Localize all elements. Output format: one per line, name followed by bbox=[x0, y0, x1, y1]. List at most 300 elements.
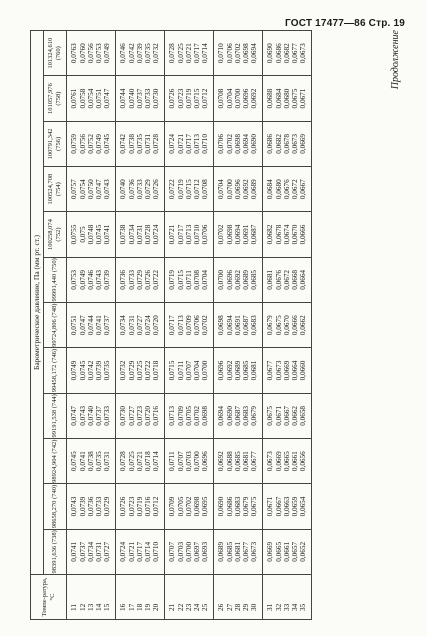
value-cell bbox=[165, 348, 214, 393]
coefficient-value: 0,0741 bbox=[70, 541, 79, 562]
value-cell bbox=[116, 257, 165, 302]
coefficient-value: 0,0667 bbox=[282, 405, 291, 426]
coefficient-value: 0,0713 bbox=[184, 224, 193, 245]
coefficient-value: 0,0714 bbox=[201, 43, 210, 64]
coefficient-value: 0,0698 bbox=[201, 405, 210, 426]
coefficient-value: 0,0731 bbox=[95, 541, 104, 562]
coefficient-value: 0,0698 bbox=[242, 43, 251, 64]
coefficient-value: 0,0730 bbox=[152, 88, 161, 109]
coefficient-value: 0,0681 bbox=[242, 451, 251, 472]
value-cell bbox=[116, 121, 165, 166]
coefficient-value: 0,0726 bbox=[168, 88, 177, 109]
coefficient-value: 0,0723 bbox=[135, 405, 144, 426]
coefficient-value: 0,0724 bbox=[168, 134, 177, 154]
value-cell bbox=[214, 31, 263, 76]
coefficient-value: 0,0666 bbox=[291, 315, 300, 336]
value-cell bbox=[116, 303, 165, 348]
coefficient-value: 0,0739 bbox=[78, 496, 87, 517]
coefficient-value: 0,0692 bbox=[225, 360, 234, 381]
temperature-value: 12 bbox=[78, 603, 87, 611]
value-cell bbox=[165, 31, 214, 76]
temperature-value: 20 bbox=[152, 603, 161, 611]
coefficient-value: 0,0735 bbox=[95, 451, 104, 472]
coefficient-value: 0,0680 bbox=[282, 88, 291, 109]
value-cell bbox=[67, 393, 116, 438]
coefficient-value: 0,0722 bbox=[152, 269, 161, 290]
value-cell bbox=[67, 484, 116, 529]
coefficient-value: 0,0691 bbox=[233, 315, 242, 336]
coefficient-value: 0,0681 bbox=[233, 541, 242, 562]
coefficient-value: 0,0659 bbox=[291, 496, 300, 517]
coefficient-value: 0,0723 bbox=[127, 496, 136, 517]
coefficient-value: 0,0692 bbox=[233, 269, 242, 290]
coefficient-value: 0,0672 bbox=[291, 179, 300, 200]
coefficient-value: 0,0718 bbox=[144, 451, 153, 472]
coefficient-value: 0,0696 bbox=[201, 451, 210, 472]
coefficient-value: 0,0728 bbox=[119, 451, 128, 472]
coefficient-value: 0,0723 bbox=[176, 88, 185, 109]
coefficient-value: 0,0665 bbox=[282, 451, 291, 472]
coefficient-value: 0,0674 bbox=[282, 224, 291, 245]
coefficient-value: 0,0690 bbox=[217, 496, 226, 517]
coefficient-value: 0,0710 bbox=[193, 224, 202, 245]
value-cell bbox=[116, 212, 165, 257]
column-header: 100791,342 (756) bbox=[44, 121, 67, 166]
coefficient-value: 0,0710 bbox=[217, 43, 226, 64]
coefficient-value: 0,0711 bbox=[184, 270, 193, 290]
coefficient-value: 0,0741 bbox=[95, 315, 104, 336]
coefficient-value: 0,0750 bbox=[86, 179, 95, 200]
coefficient-value: 0,0702 bbox=[217, 224, 226, 245]
coefficient-value: 0,0732 bbox=[119, 360, 128, 381]
coefficient-value: 0,0694 bbox=[250, 43, 259, 64]
value-cell bbox=[263, 76, 312, 121]
coefficient-value: 0,0694 bbox=[225, 315, 234, 336]
value-cell bbox=[214, 393, 263, 438]
coefficient-value: 0,0731 bbox=[144, 134, 153, 154]
coefficient-value: 0,0679 bbox=[250, 405, 259, 426]
coefficient-value: 0,0682 bbox=[282, 43, 291, 64]
coefficient-value: 0,0675 bbox=[274, 315, 283, 336]
coefficient-value: 0,0706 bbox=[201, 224, 210, 245]
coefficient-value: 0,0757 bbox=[70, 179, 79, 200]
coefficient-value: 0,0737 bbox=[95, 405, 104, 426]
coefficient-value: 0,0735 bbox=[144, 43, 153, 64]
coefficient-value: 0,0743 bbox=[95, 269, 104, 290]
coefficient-value: 0,0673 bbox=[274, 360, 283, 381]
coefficient-value: 0,0704 bbox=[193, 360, 202, 381]
coefficient-value: 0,0727 bbox=[103, 541, 112, 562]
coefficient-value: 0,0711 bbox=[168, 451, 177, 471]
coefficient-value: 0,0735 bbox=[103, 360, 112, 381]
value-cell bbox=[116, 31, 165, 76]
coefficient-value: 0,0724 bbox=[119, 541, 128, 562]
coefficient-value: 0,0656 bbox=[299, 451, 308, 472]
coefficient-value: 0,0719 bbox=[168, 269, 177, 290]
coefficient-value: 0,0717 bbox=[193, 43, 202, 64]
column-header: 100258,074 (752) bbox=[44, 212, 67, 257]
coefficient-value: 0,0692 bbox=[242, 179, 251, 200]
column-header: 99191,538 (744) bbox=[44, 393, 67, 438]
value-cell bbox=[263, 529, 312, 574]
coefficient-value: 0,0685 bbox=[225, 541, 234, 562]
coefficient-value: 0,0698 bbox=[233, 134, 242, 154]
value-cell bbox=[165, 76, 214, 121]
value-cell bbox=[67, 212, 116, 257]
coefficient-value: 0,0736 bbox=[119, 269, 128, 290]
value-cell bbox=[214, 529, 263, 574]
coefficient-value: 0,0693 bbox=[201, 541, 210, 562]
coefficient-value: 0,0747 bbox=[103, 88, 112, 109]
coefficient-value: 0,0729 bbox=[144, 179, 153, 200]
coefficient-value: 0,0751 bbox=[70, 315, 79, 336]
coefficient-value: 0,0680 bbox=[274, 179, 283, 200]
coefficient-value: 0,0681 bbox=[250, 360, 259, 381]
coefficient-value: 0,0712 bbox=[152, 496, 161, 517]
value-cell bbox=[263, 393, 312, 438]
coefficient-value: 0,0732 bbox=[152, 43, 161, 64]
coefficient-value: 0,0709 bbox=[168, 496, 177, 517]
coefficient-value: 0,0676 bbox=[274, 269, 283, 290]
coefficient-value: 0,0707 bbox=[184, 360, 193, 381]
value-cell bbox=[263, 121, 312, 166]
value-cell bbox=[67, 348, 116, 393]
coefficient-value: 0,0700 bbox=[201, 360, 210, 381]
temperature-cell bbox=[263, 575, 312, 620]
value-cell bbox=[165, 257, 214, 302]
temperature-value: 32 bbox=[274, 603, 283, 611]
coefficient-value: 0,0719 bbox=[184, 88, 193, 109]
coefficient-value: 0,0729 bbox=[127, 360, 136, 381]
coefficient-value: 0,0740 bbox=[127, 88, 136, 109]
coefficient-value: 0,0698 bbox=[217, 315, 226, 336]
coefficient-value: 0,0731 bbox=[103, 451, 112, 472]
coefficient-value: 0,0712 bbox=[193, 179, 202, 200]
temperature-value: 21 bbox=[168, 603, 177, 611]
temperature-cell bbox=[67, 575, 116, 620]
temperature-value: 19 bbox=[144, 603, 153, 611]
coefficient-value: 0,0717 bbox=[184, 134, 193, 154]
value-cell bbox=[165, 303, 214, 348]
value-cell bbox=[116, 167, 165, 212]
coefficient-value: 0,0677 bbox=[291, 43, 300, 64]
coefficient-value: 0,0708 bbox=[217, 88, 226, 109]
coefficient-value: 0,0721 bbox=[135, 451, 144, 472]
coefficient-value: 0,0687 bbox=[242, 315, 251, 336]
page-header: ГОСТ 17477—86 Стр. 19 bbox=[285, 18, 405, 29]
coefficient-value: 0,0671 bbox=[266, 496, 275, 517]
coefficient-value: 0,0715 bbox=[184, 179, 193, 200]
coefficient-value: 0,0708 bbox=[201, 179, 210, 200]
coefficient-value: 0,0745 bbox=[70, 451, 79, 472]
column-header: 99991,440 (750) bbox=[44, 257, 67, 302]
coefficient-value: 0,0721 bbox=[176, 134, 185, 154]
coefficient-value: 0,0690 bbox=[266, 43, 275, 64]
value-cell bbox=[214, 212, 263, 257]
coefficient-value: 0,0683 bbox=[242, 405, 251, 426]
coefficient-value: 0,0683 bbox=[233, 496, 242, 517]
coefficient-value: 0,0670 bbox=[282, 315, 291, 336]
coefficient-value: 0,0710 bbox=[201, 134, 210, 154]
coefficient-value: 0,0696 bbox=[217, 360, 226, 381]
coefficient-value: 0,0738 bbox=[119, 224, 128, 245]
coefficient-value: 0,0669 bbox=[282, 360, 291, 381]
coefficient-value: 0,0747 bbox=[95, 179, 104, 200]
coefficient-value: 0,0703 bbox=[176, 541, 185, 562]
coefficient-value: 0,0704 bbox=[225, 88, 234, 109]
coefficient-value: 0,0735 bbox=[135, 134, 144, 154]
coefficient-value: 0,0729 bbox=[103, 496, 112, 517]
coefficient-value: 0,0763 bbox=[70, 43, 79, 64]
value-cell bbox=[116, 484, 165, 529]
coefficient-value: 0,0731 bbox=[127, 315, 136, 336]
coefficient-value: 0,0725 bbox=[176, 43, 185, 64]
coefficient-value: 0,0740 bbox=[119, 179, 128, 200]
coefficient-value: 0,0744 bbox=[86, 315, 95, 336]
coefficient-value: 0,0731 bbox=[135, 224, 144, 245]
coefficient-value: 0,0722 bbox=[144, 360, 153, 381]
coefficient-value: 0,0738 bbox=[86, 451, 95, 472]
coefficient-value: 0,0743 bbox=[103, 179, 112, 200]
coefficient-value: 0,0691 bbox=[242, 224, 251, 245]
coefficient-value: 0,0749 bbox=[78, 269, 87, 290]
temperature-value: 26 bbox=[217, 603, 226, 611]
coefficient-value: 0,0736 bbox=[86, 496, 95, 517]
column-header: 98391,636 (738) bbox=[44, 529, 67, 574]
temperature-value: 16 bbox=[119, 603, 128, 611]
temperature-value: 34 bbox=[291, 603, 300, 611]
temperature-value: 28 bbox=[233, 603, 242, 611]
value-cell bbox=[214, 121, 263, 166]
coefficient-value: 0,0733 bbox=[95, 496, 104, 517]
coefficient-value: 0,0736 bbox=[127, 179, 136, 200]
coefficient-value: 0,0678 bbox=[282, 134, 291, 154]
value-cell bbox=[165, 393, 214, 438]
coefficient-value: 0,0727 bbox=[135, 315, 144, 336]
coefficient-value: 0,0726 bbox=[119, 496, 128, 517]
coefficient-value: 0,0671 bbox=[274, 405, 283, 426]
temperature-value: 24 bbox=[193, 603, 202, 611]
coefficient-value: 0,0692 bbox=[250, 88, 259, 109]
coefficient-value: 0,0658 bbox=[299, 405, 308, 426]
coefficient-value: 0,0743 bbox=[70, 496, 79, 517]
coefficient-value: 0,0709 bbox=[176, 405, 185, 426]
value-cell bbox=[116, 393, 165, 438]
coefficient-value: 0,0754 bbox=[78, 179, 87, 200]
value-cell bbox=[263, 303, 312, 348]
coefficient-value: 0,0698 bbox=[225, 224, 234, 245]
value-cell bbox=[67, 257, 116, 302]
temperature-value: 25 bbox=[201, 603, 210, 611]
coefficient-value: 0,0690 bbox=[250, 134, 259, 154]
coefficient-value: 0,0702 bbox=[184, 496, 193, 517]
coefficient-value: 0,0696 bbox=[233, 179, 242, 200]
value-cell bbox=[67, 121, 116, 166]
coefficient-value: 0,0676 bbox=[282, 179, 291, 200]
coefficient-value: 0,0733 bbox=[127, 269, 136, 290]
value-cell bbox=[263, 212, 312, 257]
coefficient-value: 0,0708 bbox=[193, 269, 202, 290]
coefficient-value: 0,0746 bbox=[119, 43, 128, 64]
pressure-header: Барометрическое давление, Па (мм рт. ст.) bbox=[31, 31, 44, 575]
coefficient-value: 0,0737 bbox=[78, 541, 87, 562]
coefficient-value: 0,0664 bbox=[291, 360, 300, 381]
coefficient-value: 0,0741 bbox=[78, 451, 87, 472]
coefficient-value: 0,0739 bbox=[135, 43, 144, 64]
coefficient-value: 0,0710 bbox=[152, 541, 161, 562]
value-cell bbox=[165, 529, 214, 574]
coefficient-value: 0,0714 bbox=[152, 451, 161, 472]
coefficient-value: 0,0683 bbox=[250, 315, 259, 336]
coefficient-value: 0,0668 bbox=[291, 269, 300, 290]
coefficient-value: 0,0688 bbox=[225, 451, 234, 472]
value-cell bbox=[116, 76, 165, 121]
coefficient-value: 0,0700 bbox=[233, 88, 242, 109]
coefficient-value: 0,0694 bbox=[217, 405, 226, 426]
coefficient-value: 0,0703 bbox=[184, 451, 193, 472]
coefficient-value: 0,0677 bbox=[242, 541, 251, 562]
coefficient-value: 0,0719 bbox=[135, 496, 144, 517]
column-header: 98658,270 (740) bbox=[44, 484, 67, 529]
coefficient-value: 0,0749 bbox=[95, 134, 104, 154]
value-cell bbox=[263, 257, 312, 302]
coefficient-value: 0,0679 bbox=[242, 496, 251, 517]
value-cell bbox=[67, 31, 116, 76]
coefficient-value: 0,0671 bbox=[299, 88, 308, 109]
value-cell bbox=[214, 484, 263, 529]
value-cell bbox=[165, 167, 214, 212]
coefficient-value: 0,0689 bbox=[233, 360, 242, 381]
coefficient-value: 0,0694 bbox=[242, 134, 251, 154]
coefficient-value: 0,0652 bbox=[299, 541, 308, 562]
coefficient-value: 0,0681 bbox=[266, 269, 275, 290]
coefficient-value: 0,0741 bbox=[103, 224, 112, 245]
coefficient-value: 0,0661 bbox=[291, 451, 300, 472]
coefficient-value: 0,0745 bbox=[103, 134, 112, 154]
coefficient-value: 0,0664 bbox=[299, 269, 308, 290]
value-cell bbox=[67, 439, 116, 484]
coefficient-value: 0,0734 bbox=[86, 541, 95, 562]
coefficient-value: 0,0670 bbox=[291, 224, 300, 245]
value-cell bbox=[116, 348, 165, 393]
coefficient-value: 0,0713 bbox=[168, 405, 177, 426]
coefficient-value: 0,0718 bbox=[152, 360, 161, 381]
pressure-table bbox=[30, 30, 312, 620]
coefficient-value: 0,0713 bbox=[176, 315, 185, 336]
coefficient-value: 0,0742 bbox=[86, 360, 95, 381]
coefficient-value: 0,0685 bbox=[242, 360, 251, 381]
value-cell bbox=[165, 439, 214, 484]
value-cell bbox=[214, 348, 263, 393]
coefficient-value: 0,0759 bbox=[70, 134, 79, 154]
coefficient-value: 0,0743 bbox=[78, 405, 87, 426]
coefficient-value: 0,0761 bbox=[70, 88, 79, 109]
coefficient-value: 0,0712 bbox=[201, 88, 210, 109]
coefficient-value: 0,0739 bbox=[95, 360, 104, 381]
table-row bbox=[263, 31, 312, 620]
coefficient-value: 0,0675 bbox=[266, 405, 275, 426]
coefficient-value: 0,075 bbox=[78, 226, 87, 243]
coefficient-value: 0,0704 bbox=[201, 269, 210, 290]
coefficient-value: 0,0716 bbox=[144, 496, 153, 517]
column-header: 99458,172 (746) bbox=[44, 348, 67, 393]
coefficient-value: 0,0721 bbox=[184, 43, 193, 64]
temperature-value: 14 bbox=[95, 603, 104, 611]
coefficient-value: 0,0734 bbox=[127, 224, 136, 245]
coefficient-value: 0,0742 bbox=[119, 134, 128, 154]
coefficient-value: 0,0755 bbox=[70, 224, 79, 245]
coefficient-value: 0,0665 bbox=[274, 541, 283, 562]
coefficient-value: 0,0714 bbox=[144, 541, 153, 562]
coefficient-value: 0,0734 bbox=[119, 315, 128, 336]
temperature-value: 11 bbox=[70, 604, 79, 611]
coefficient-value: 0,0697 bbox=[193, 541, 202, 562]
coefficient-value: 0,0746 bbox=[86, 269, 95, 290]
coefficient-value: 0,0722 bbox=[168, 179, 177, 200]
coefficient-value: 0,0672 bbox=[282, 269, 291, 290]
continued-label: Продолжение bbox=[390, 30, 401, 90]
coefficient-value: 0,0740 bbox=[86, 405, 95, 426]
column-header: 99724,806 (748) bbox=[44, 303, 67, 348]
table-row bbox=[165, 31, 214, 620]
coefficient-value: 0,0702 bbox=[201, 315, 210, 336]
coefficient-value: 0,0738 bbox=[127, 134, 136, 154]
coefficient-value: 0,0756 bbox=[78, 134, 87, 154]
temperature-value: 15 bbox=[103, 603, 112, 611]
coefficient-value: 0,0715 bbox=[176, 269, 185, 290]
coefficient-value: 0,0719 bbox=[176, 179, 185, 200]
value-cell bbox=[67, 303, 116, 348]
value-cell bbox=[116, 439, 165, 484]
coefficient-value: 0,0749 bbox=[70, 360, 79, 381]
coefficient-value: 0,0733 bbox=[103, 405, 112, 426]
coefficient-value: 0,0724 bbox=[152, 224, 161, 245]
coefficient-value: 0,0751 bbox=[95, 88, 104, 109]
coefficient-value: 0,0669 bbox=[299, 134, 308, 154]
coefficient-value: 0,0695 bbox=[201, 496, 210, 517]
coefficient-value: 0,0698 bbox=[193, 496, 202, 517]
temperature-cell bbox=[165, 575, 214, 620]
coefficient-value: 0,0685 bbox=[233, 451, 242, 472]
value-cell bbox=[263, 484, 312, 529]
coefficient-value: 0,0660 bbox=[299, 360, 308, 381]
value-cell bbox=[214, 303, 263, 348]
coefficient-value: 0,0682 bbox=[274, 134, 283, 154]
coefficient-value: 0,0753 bbox=[95, 43, 104, 64]
coefficient-value: 0,0706 bbox=[217, 134, 226, 154]
coefficient-value: 0,0666 bbox=[299, 224, 308, 245]
coefficient-value: 0,0709 bbox=[184, 315, 193, 336]
coefficient-value: 0,0721 bbox=[168, 224, 177, 245]
coefficient-value: 0,0696 bbox=[225, 269, 234, 290]
coefficient-value: 0,0715 bbox=[193, 88, 202, 109]
value-cell bbox=[263, 439, 312, 484]
coefficient-value: 0,0720 bbox=[152, 315, 161, 336]
coefficient-value: 0,0682 bbox=[266, 224, 275, 245]
coefficient-value: 0,0700 bbox=[225, 179, 234, 200]
coefficient-value: 0,0725 bbox=[135, 360, 144, 381]
coefficient-value: 0,0730 bbox=[119, 405, 128, 426]
value-cell bbox=[165, 484, 214, 529]
coefficient-value: 0,0737 bbox=[103, 315, 112, 336]
coefficient-value: 0,0675 bbox=[250, 496, 259, 517]
coefficient-value: 0,0737 bbox=[135, 88, 144, 109]
temperature-cell bbox=[116, 575, 165, 620]
coefficient-value: 0,0679 bbox=[266, 315, 275, 336]
coefficient-value: 0,0747 bbox=[70, 405, 79, 426]
coefficient-value: 0,0694 bbox=[233, 224, 242, 245]
temperature-value: 17 bbox=[127, 603, 136, 611]
